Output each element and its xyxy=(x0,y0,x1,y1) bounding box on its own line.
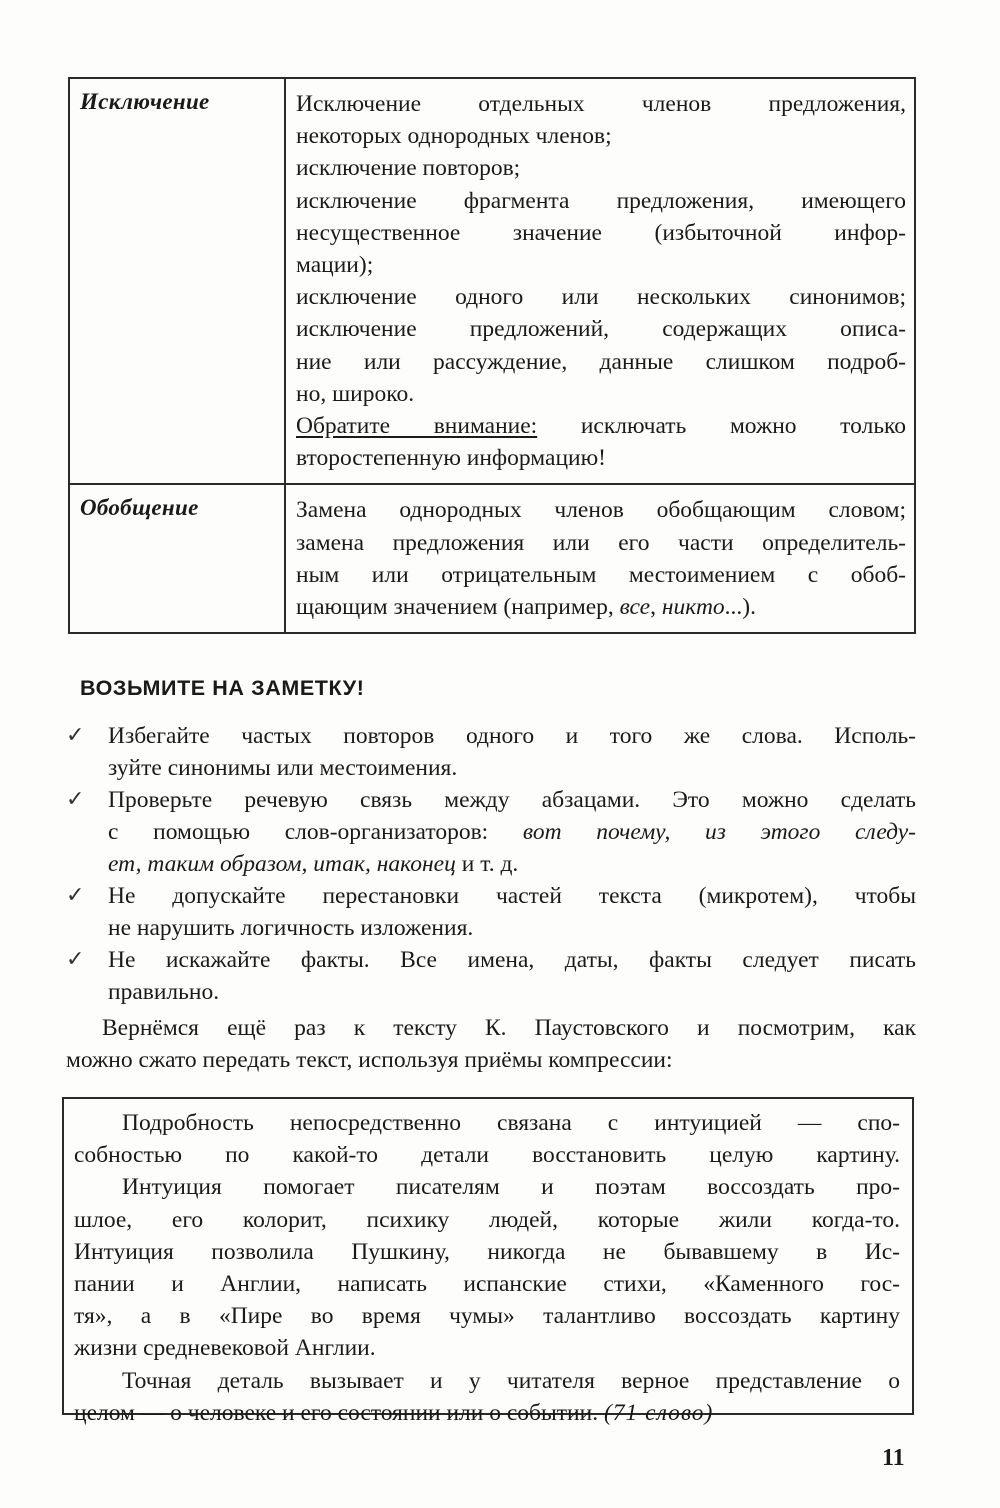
text-line: замена предложения или его части определитель- xyxy=(296,529,906,556)
text-fragment: ...). xyxy=(724,594,756,621)
text-line xyxy=(296,591,906,623)
text-line: некоторых однородных членов; xyxy=(296,123,612,150)
text-fragment: , xyxy=(650,594,662,621)
term-cell: Исключение xyxy=(69,78,285,484)
text-line: исключение предложений, содержащих описа- xyxy=(296,316,906,343)
attention-label: Обратите внимание: xyxy=(296,413,538,440)
attention-line xyxy=(296,410,906,442)
text-line: Не искажайте факты. Все имена, даты, факты следует писать xyxy=(108,947,916,973)
excerpt-paragraph xyxy=(74,1171,900,1364)
description-cell xyxy=(285,484,915,633)
text-line: исключение фрагмента предложения, имеющего xyxy=(296,187,906,214)
text-line: тя», а в «Пире во время чумы» талантливо воссоздать картину xyxy=(74,1303,900,1330)
text-fragment: и т. д. xyxy=(455,851,519,877)
text-line: Точная деталь вызывает и у читателя верное представление о xyxy=(122,1367,900,1394)
description-cell xyxy=(285,78,915,484)
text-line: шлое, его колорит, психику людей, которые жили когда-то. xyxy=(74,1206,900,1233)
text-line: правильно. xyxy=(108,979,220,1005)
text-line: Подробность непосредственно связана с интуицией — спо- xyxy=(122,1110,900,1136)
example-words: ет, таким образом, итак, наконец xyxy=(108,851,456,877)
text-fragment: щающим значением (например, xyxy=(296,594,620,621)
checkmark-icon: ✓ xyxy=(66,723,85,748)
text-line xyxy=(108,848,916,880)
word-count: (71 слово) xyxy=(603,1399,714,1426)
text-line: несущественное значение (избыточной инфор- xyxy=(296,219,906,246)
text-line: собностью по какой-то детали восстановить целую картину. xyxy=(74,1142,900,1169)
text-line: ние или рассуждение, данные слишком подроб- xyxy=(296,348,906,375)
text-line: можно сжато передать текст, используя приёмы компрессии: xyxy=(66,1047,673,1073)
term-cell: Обобщение xyxy=(69,484,285,633)
text-line: Проверьте речевую связь между абзацами. Это можно сделать xyxy=(108,787,916,813)
text-line: Исключение отдельных членов предложения, xyxy=(296,91,906,117)
list-item xyxy=(60,784,916,880)
text-line: второстепенную информацию! xyxy=(296,445,606,472)
text-line: исключение повторов; xyxy=(296,155,521,182)
text-line: но, широко. xyxy=(296,380,415,407)
text-line xyxy=(108,816,916,848)
text-line: ным или отрицательным местоимением с обоб- xyxy=(296,561,906,588)
text-line: зуйте синонимы или местоимения. xyxy=(108,755,458,781)
text-line: Интуиция помогает писателям и поэтам воссоздать про- xyxy=(122,1174,900,1201)
text-line: жизни средневековой Англии. xyxy=(74,1335,376,1362)
text-line xyxy=(74,1397,900,1429)
compression-methods-table xyxy=(68,77,916,634)
example-word: все xyxy=(619,594,651,621)
checkmark-icon: ✓ xyxy=(66,947,85,972)
text-line: Вернёмся ещё раз к тексту К. Паустовского и посмотрим, как xyxy=(102,1015,916,1041)
table-row xyxy=(69,484,915,633)
text-line: исключение одного или нескольких синонимов; xyxy=(296,284,906,311)
tips-list xyxy=(60,720,916,1008)
text-fragment: с помощью слов-организаторов: xyxy=(108,819,523,845)
intro-paragraph xyxy=(66,1012,916,1076)
list-item xyxy=(60,720,916,784)
excerpt-paragraph xyxy=(74,1365,900,1429)
example-word: никто xyxy=(661,594,725,621)
text-line: Замена однородных членов обобщающим словом; xyxy=(296,497,906,524)
excerpt-paragraph xyxy=(74,1107,900,1171)
text-line: Не допускайте перестановки частей текста (микротем), чтобы xyxy=(108,883,916,909)
note-heading: ВОЗЬМИТЕ НА ЗАМЕТКУ! xyxy=(80,676,365,700)
text-line: мации); xyxy=(296,252,374,279)
list-item xyxy=(60,880,916,944)
compressed-text-box xyxy=(62,1097,914,1426)
list-item xyxy=(60,944,916,1008)
attention-text: исключать можно только xyxy=(537,413,907,440)
text-line: Избегайте частых повторов одного и того же слова. Исполь- xyxy=(108,723,916,749)
checkmark-icon: ✓ xyxy=(66,787,85,812)
page-number: 11 xyxy=(882,1445,905,1471)
text-line: не нарушить логичность изложения. xyxy=(108,915,474,941)
text-line: Интуиция позволила Пушкину, никогда не бывавшему в Ис- xyxy=(74,1238,900,1265)
text-line: пании и Англии, написать испанские стихи, «Каменного гос- xyxy=(74,1271,900,1298)
table-row xyxy=(69,78,915,484)
text-fragment: целом — о человеке и его состоянии или о событии. xyxy=(74,1399,604,1426)
example-words: вот почему, из этого следу- xyxy=(522,819,916,845)
checkmark-icon: ✓ xyxy=(66,883,85,908)
